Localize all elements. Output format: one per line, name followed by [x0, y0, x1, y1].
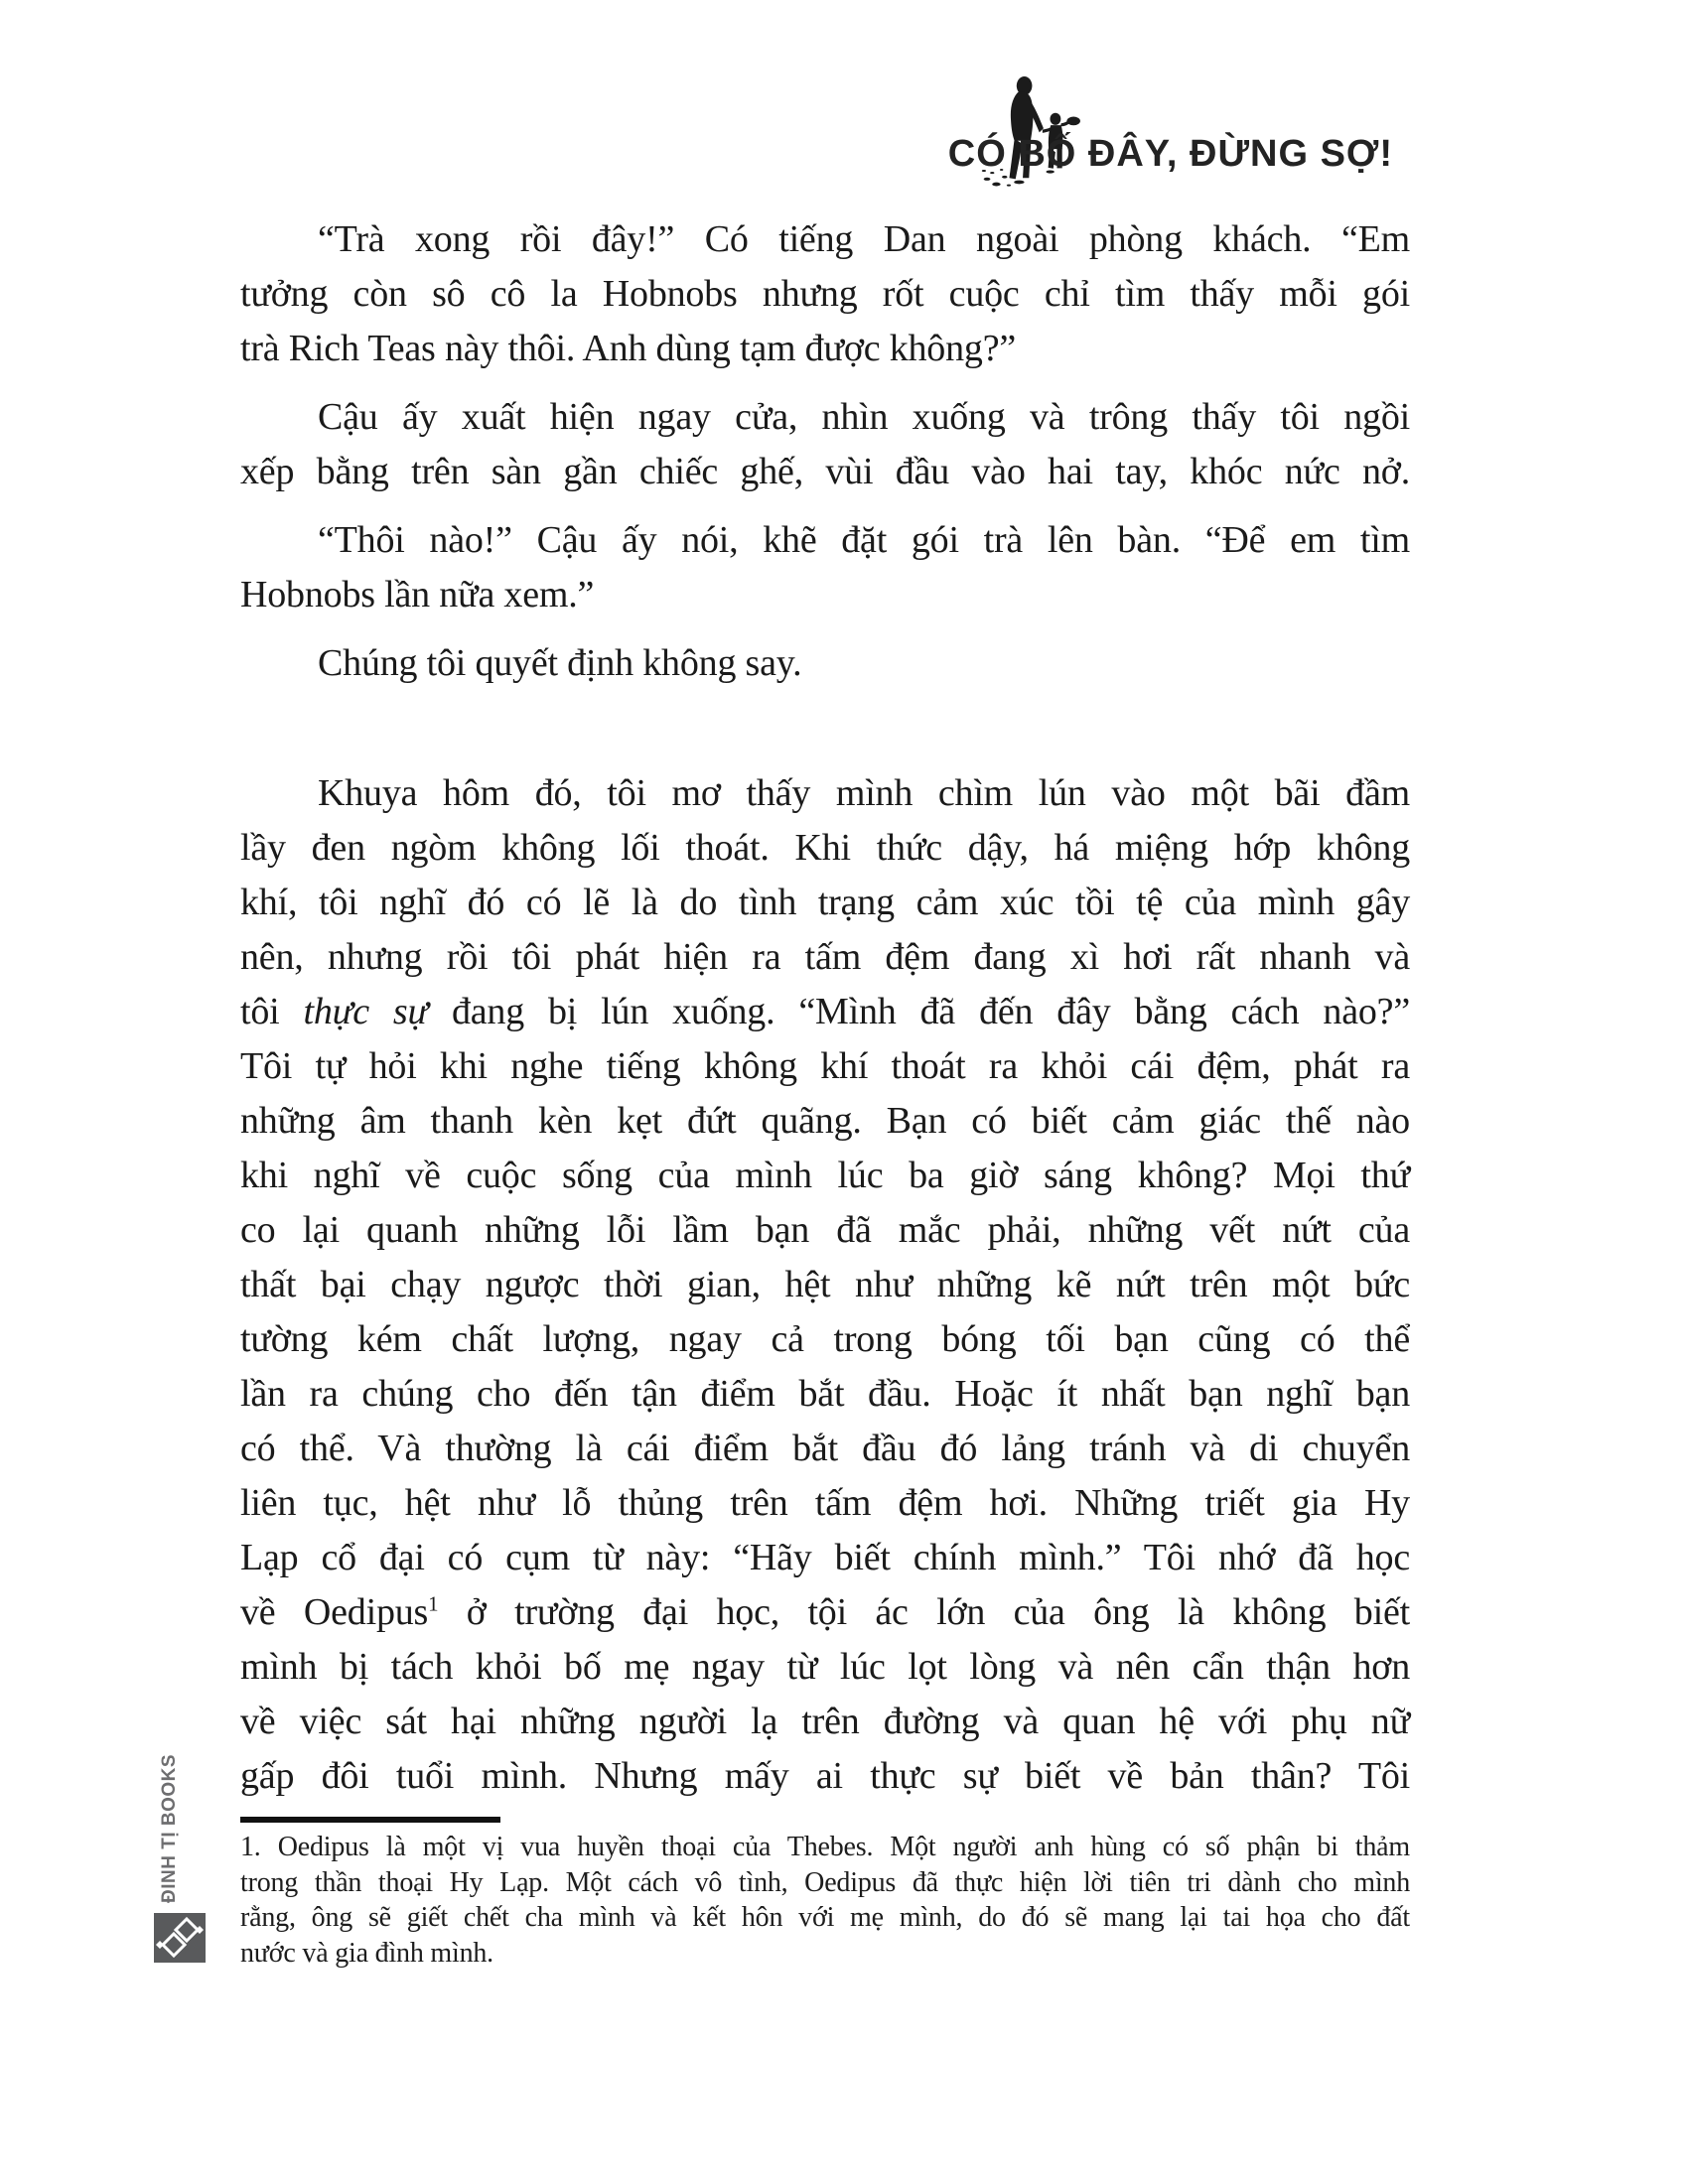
text-line: tường kém chất lượng, ngay cả trong bóng tối bạn cũng có thể	[240, 1318, 1410, 1360]
text-line: nên, nhưng rồi tôi phát hiện ra tấm đệm đang xì hơi rất nhanh và	[240, 936, 1410, 978]
text-line: khí, tôi nghĩ đó có lẽ là do tình trạng cảm xúc tồi tệ của mình gây	[240, 882, 1410, 923]
footnote-line: trong thần thoại Hy Lạp. Một cách vô tình, Oedipus đã thực hiện lời tiên tri dành cho mình	[240, 1866, 1410, 1898]
text-line: Chúng tôi quyết định không say.	[318, 642, 802, 684]
text-line: Tôi tự hỏi khi nghe tiếng không khí thoát ra khỏi cái đệm, phát ra	[240, 1045, 1410, 1087]
text-line: tưởng còn sô cô la Hobnobs nhưng rốt cuộc chỉ tìm thấy mỗi gói	[240, 273, 1410, 315]
text-line: khi nghĩ về cuộc sống của mình lúc ba giờ sáng không? Mọi thứ	[240, 1155, 1410, 1196]
text-segment: ở trường đại học, tội ác lớn của ông là không biết	[438, 1591, 1410, 1633]
footnote-divider	[240, 1817, 500, 1823]
italic-text-segment: thực sự	[303, 991, 428, 1032]
text-line: Cậu ấy xuất hiện ngay cửa, nhìn xuống và trông thấy tôi ngồi	[318, 396, 1410, 438]
text-line: Hobnobs lần nữa xem.”	[240, 574, 595, 615]
text-segment: đang bị lún xuống. “Mình đã đến đây bằng cách nào?”	[427, 991, 1410, 1032]
footnote-line: rằng, ông sẽ giết chết cha mình và kết hôn với mẹ mình, do đó sẽ mang lại tai họa cho đất	[240, 1902, 1410, 1933]
text-line: thất bại chạy ngược thời gian, hệt như những kẽ nứt trên một bức	[240, 1264, 1410, 1305]
text-line: lần ra chúng cho đến tận điểm bắt đầu. Hoặc ít nhất bạn nghĩ bạn	[240, 1373, 1410, 1415]
text-line: trà Rich Teas này thôi. Anh dùng tạm được không?”	[240, 328, 1017, 369]
dinh-ti-diamond-logo-icon	[154, 1913, 206, 1963]
text-line: lầy đen ngòm không lối thoát. Khi thức dậy, há miệng hớp không	[240, 827, 1410, 869]
text-line	[240, 1585, 1410, 1640]
text-line: có thể. Và thường là cái điểm bắt đầu đó lảng tránh và di chuyển	[240, 1428, 1410, 1469]
text-line: co lại quanh những lỗi lầm bạn đã mắc phải, những vết nứt của	[240, 1209, 1410, 1251]
running-title: CÓ BỐ ĐÂY, ĐỪNG SỢ!	[947, 133, 1393, 175]
text-line	[240, 985, 1410, 1039]
text-line: liên tục, hệt như lỗ thủng trên tấm đệm hơi. Những triết gia Hy	[240, 1482, 1410, 1524]
text-line: xếp bằng trên sàn gần chiếc ghế, vùi đầu vào hai tay, khóc nức nở.	[240, 451, 1410, 492]
text-line: gấp đôi tuổi mình. Nhưng mấy ai thực sự biết về bản thân? Tôi	[240, 1755, 1410, 1797]
text-line: mình bị tách khỏi bố mẹ ngay từ lúc lọt lòng và nên cẩn thận hơn	[240, 1646, 1410, 1688]
footnote	[240, 1830, 1410, 1971]
text-line: về việc sát hại những người lạ trên đường và quan hệ với phụ nữ	[240, 1701, 1410, 1742]
footnote-reference-marker: 1	[428, 1591, 439, 1616]
footnote-line: nước và gia đình mình.	[240, 1937, 493, 1969]
text-line: Lạp cổ đại có cụm từ này: “Hãy biết chính mình.” Tôi nhớ đã học	[240, 1537, 1410, 1578]
text-line: “Thôi nào!” Cậu ấy nói, khẽ đặt gói trà lên bàn. “Để em tìm	[318, 519, 1410, 561]
body-text	[240, 212, 1410, 1804]
text-segment: về Oedipus	[240, 1591, 429, 1633]
text-segment: tôi	[240, 991, 304, 1032]
footnote-line: 1. Oedipus là một vị vua huyền thoại của Thebes. Một người anh hùng có số phận bi thảm	[240, 1832, 1410, 1862]
publisher-name: ĐINH TỊ BOOKS	[159, 1753, 180, 1903]
text-line: Khuya hôm đó, tôi mơ thấy mình chìm lún vào một bãi đầm	[318, 772, 1410, 814]
text-line: những âm thanh kèn kẹt đứt quãng. Bạn có biết cảm giác thế nào	[240, 1100, 1410, 1142]
text-line: “Trà xong rồi đây!” Có tiếng Dan ngoài phòng khách. “Em	[318, 218, 1410, 260]
